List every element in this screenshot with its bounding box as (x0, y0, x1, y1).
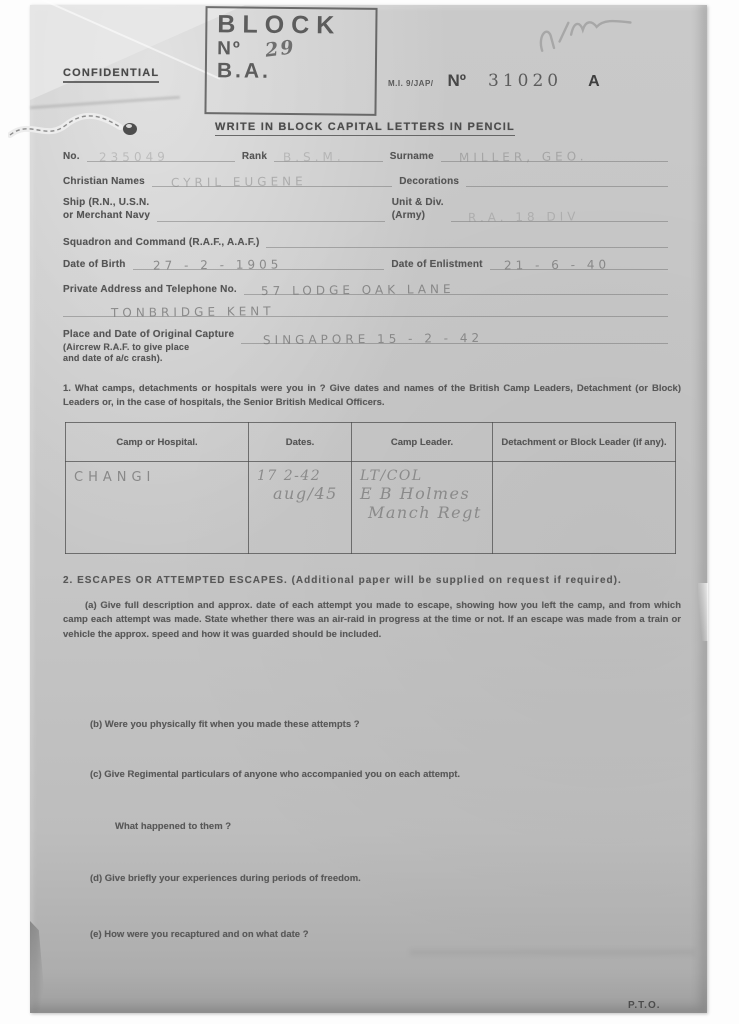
field-row-address-cont (63, 303, 675, 320)
cell-dates (249, 462, 352, 554)
christian-names-label: Christian Names (63, 176, 145, 187)
camp-table-header-row (66, 423, 676, 462)
instruction-text: WRITE IN BLOCK CAPITAL LETTERS IN PENCIL (215, 121, 515, 136)
unit-div-handwriting: R.A. 18 DIV (468, 209, 580, 225)
rank-label: Rank (241, 151, 268, 162)
block-number-stamp (204, 6, 377, 116)
question-1-text: 1. What camps, detachments or hospitals were you in ? Give dates and names of the British Camp Leaders, Detachment (or Block) Leaders or, in the case of hospitals, the Senior British Medical Officers. (63, 383, 681, 409)
cell-detachment (493, 462, 676, 554)
decorations-label: Decorations (399, 176, 460, 187)
camp-handwriting: CHANGI (74, 470, 156, 485)
decorations-field (466, 173, 668, 187)
question-2-heading: 2. ESCAPES OR ATTEMPTED ESCAPES. (Additional paper will be supplied on request if required). (63, 575, 622, 586)
question-2c-text: (c) Give Regimental particulars of anyone who accompanied you on each attempt. (90, 769, 461, 780)
col-header-leader: Camp Leader. (352, 423, 493, 462)
question-2e-text: (e) How were you recaptured and on what date ? (90, 929, 309, 940)
rank-value-handwriting: B.S.M. (282, 149, 345, 165)
capture-label: Place and Date of Original Capture (Aircrew R.A.F. to give place and date of a/c crash). (63, 329, 235, 363)
surname-label: Surname (389, 151, 434, 162)
serial-number-stamped: 31020 (488, 71, 563, 91)
address-field-line2 (63, 303, 668, 320)
squadron-field (266, 234, 668, 248)
serial-no-label: Nº (447, 71, 467, 90)
christian-names-handwriting: CYRIL EUGENE (171, 174, 307, 190)
paper-edge-shadow (30, 921, 46, 1013)
field-row-no-rank-surname (63, 148, 675, 165)
dates-handwriting-2: aug/45 (273, 484, 338, 503)
no-value-handwriting: 235049 (98, 149, 169, 165)
pencil-smudge (410, 949, 695, 956)
address-field-line1 (244, 281, 668, 299)
col-header-detachment: Detachment or Block Leader (if any). (493, 423, 676, 462)
camp-table-row (66, 462, 676, 554)
stamp-block-number-handwritten: 29 (263, 36, 297, 62)
field-row-names-decorations (63, 173, 675, 190)
field-row-dates (63, 256, 675, 273)
cell-camp (66, 462, 249, 554)
enlistment-field (490, 256, 668, 273)
squadron-label: Squadron and Command (R.A.F., A.A.F.) (63, 237, 260, 248)
question-2b-text: (b) Were you physically fit when you made these attempts ? (90, 719, 360, 730)
date-of-birth-label: Date of Birth (63, 259, 126, 270)
surname-value-handwriting: MILLER, GEO. (458, 149, 588, 165)
unit-div-label: Unit & Div. (Army) (391, 197, 444, 221)
rank-field (274, 148, 383, 165)
field-row-ship-unit (63, 197, 675, 225)
question-2d-text: (d) Give briefly your experiences during periods of freedom. (90, 873, 361, 884)
stamp-no-line (217, 37, 365, 62)
field-row-address (63, 281, 675, 299)
capture-field (241, 329, 668, 348)
corner-pencil-scrawl-icon (534, 5, 657, 59)
paper-edge-tear (698, 583, 708, 641)
enlistment-label: Date of Enlistment (391, 259, 483, 270)
page-turn-over-label: P.T.O. (628, 1000, 661, 1011)
serial-number-line (388, 71, 600, 91)
unit-div-field (451, 208, 668, 225)
camp-table (65, 422, 676, 554)
cell-leader (352, 462, 493, 554)
field-row-squadron (63, 234, 675, 248)
dates-handwriting-1: 17 2-42 (257, 468, 322, 484)
address-handwriting-line2: TONBRIDGE KENT (111, 304, 276, 320)
no-label: No. (63, 151, 80, 162)
date-of-birth-field (133, 256, 385, 273)
scanned-form-page (30, 5, 707, 1013)
form-reference: M.I. 9/JAP/ (388, 79, 434, 88)
serial-suffix: A (588, 73, 600, 90)
capture-handwriting: SINGAPORE 15 - 2 - 42 (262, 330, 483, 348)
col-header-camp: Camp or Hospital. (66, 423, 249, 462)
leader-handwriting-2: E B Holmes (360, 484, 471, 503)
string-fastener-icon (8, 89, 158, 153)
ship-label: Ship (R.N., U.S.N. or Merchant Navy (63, 197, 151, 221)
surname-field (441, 148, 668, 165)
ship-field (157, 208, 385, 222)
confidential-label: CONFIDENTIAL (63, 67, 159, 83)
address-label: Private Address and Telephone No. (63, 284, 237, 295)
no-field (87, 148, 235, 165)
enlistment-handwriting: 21 - 6 - 40 (503, 257, 611, 273)
address-handwriting-line1: 57 LODGE OAK LANE (260, 281, 455, 299)
leader-handwriting-3: Manch Regt (368, 503, 482, 522)
stamp-ba-label: B.A. (216, 59, 272, 83)
christian-names-field (152, 173, 392, 190)
instruction-banner (180, 117, 550, 135)
date-of-birth-handwriting: 27 - 2 - 1905 (152, 257, 283, 273)
stamp-block-word: BLOCK (217, 10, 342, 40)
field-row-capture (63, 329, 675, 364)
question-2c-followup-text: What happened to them ? (115, 821, 232, 832)
stamp-no-label: Nº (217, 38, 242, 60)
leader-handwriting-1: LT/COL (360, 468, 423, 484)
col-header-dates: Dates. (249, 423, 352, 462)
question-2a-text: (a) Give full description and approx. date of each attempt you made to escape, showing how you left the camp, and from which camp each attempt was made. State whether there was an air-raid in progress at the time or not. If an escape was made from a train or vehicle the approx. speed and how it was guarded should be included. (63, 600, 681, 640)
